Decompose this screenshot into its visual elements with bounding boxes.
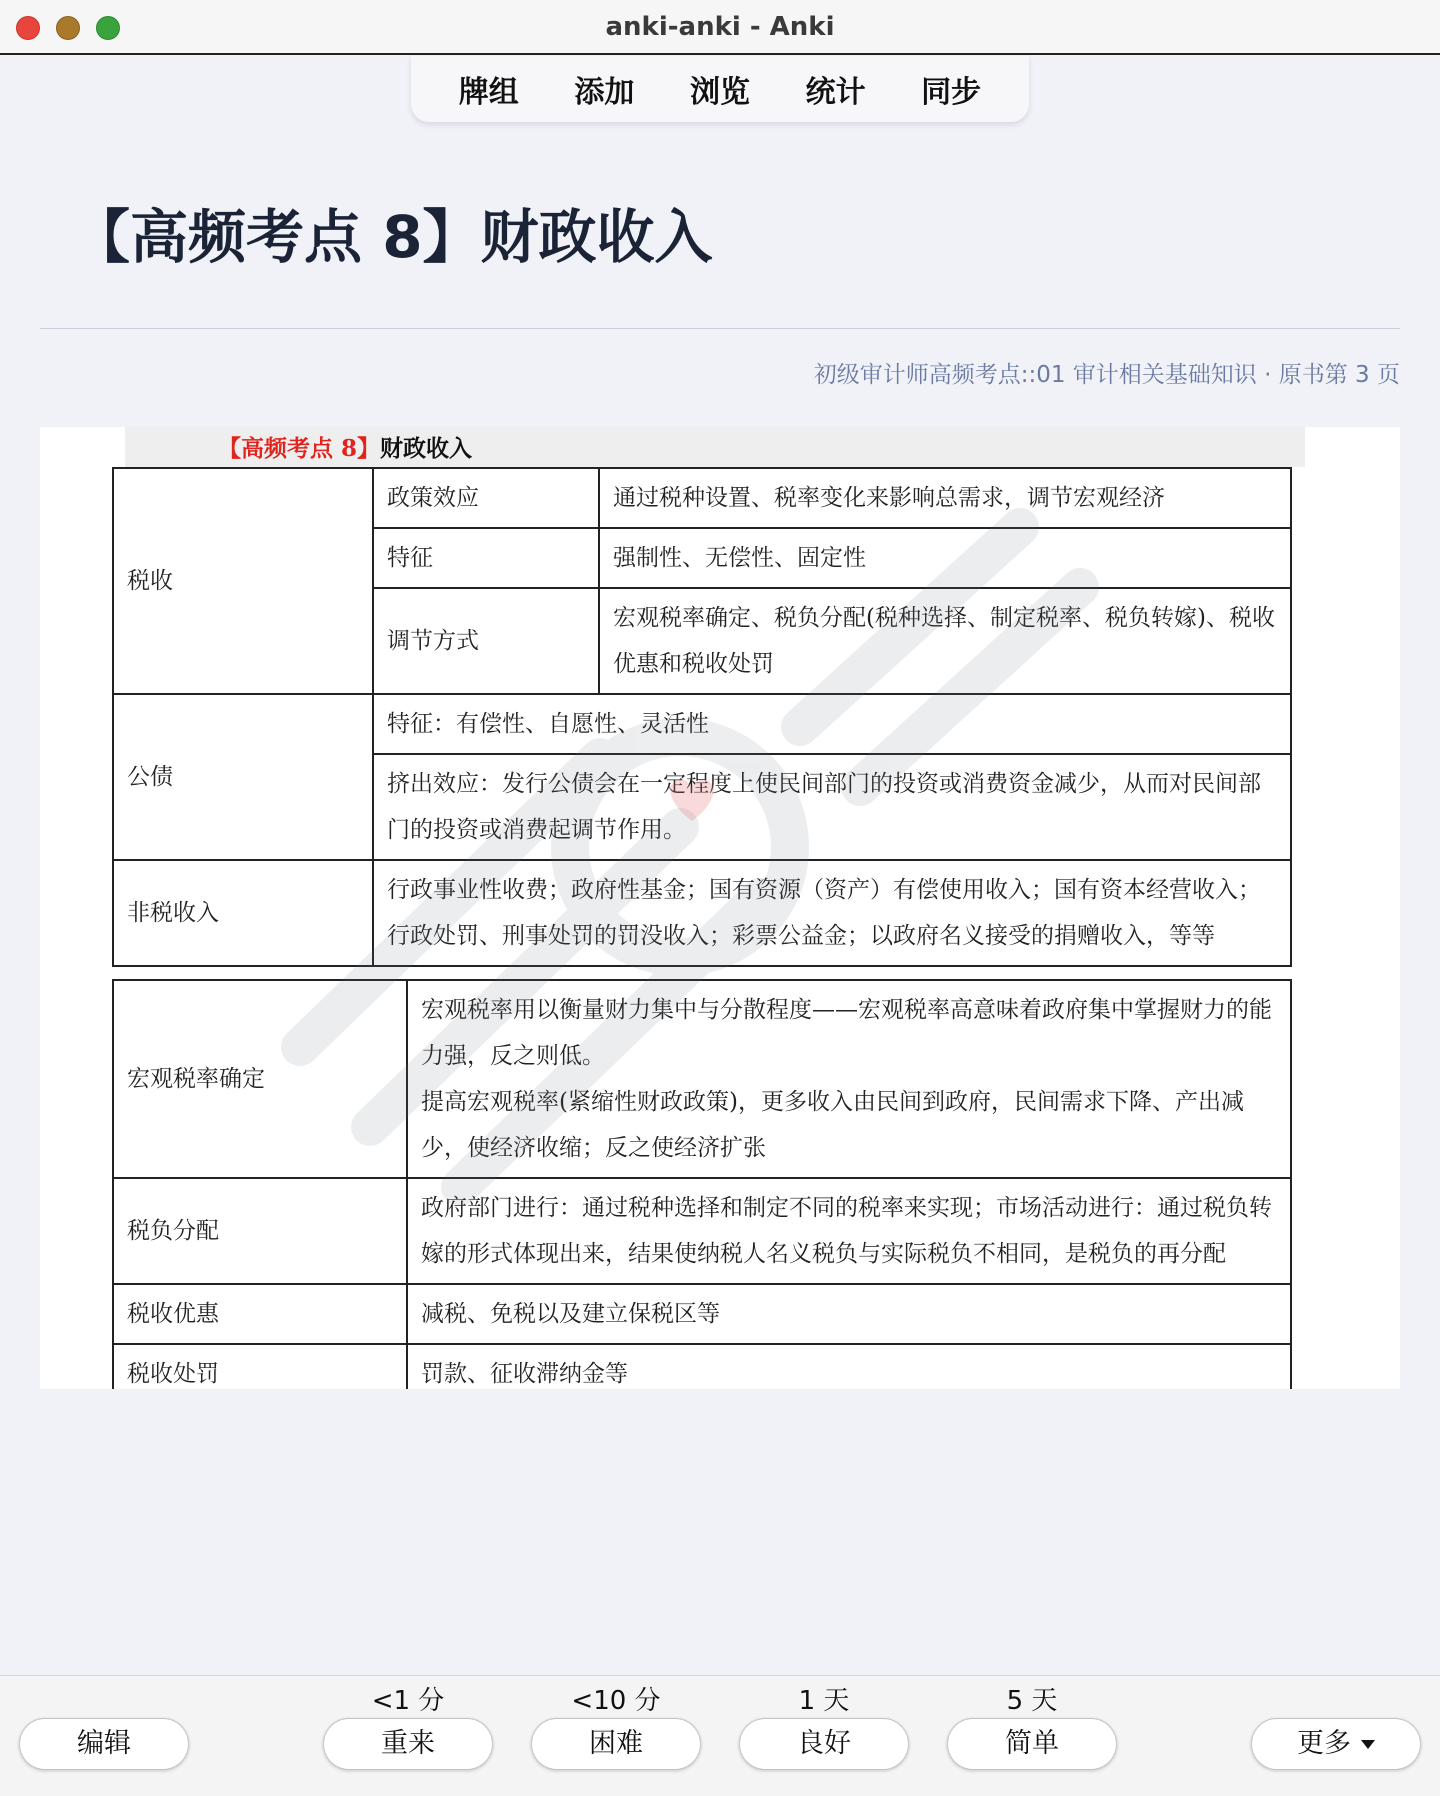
table-cell: 强制性、无偿性、固定性 xyxy=(599,528,1291,588)
window-title: anki-anki - Anki xyxy=(605,12,835,42)
good-interval: 1 天 xyxy=(798,1686,850,1716)
table-cell: 特征：有偿性、自愿性、灵活性 xyxy=(373,694,1291,754)
table-cell: 行政事业性收费；政府性基金；国有资源（资产）有偿使用收入；国有资本经营收入；行政处罚、刑事处罚的罚没收入；彩票公益金；以政府名义接受的捐赠收入，等等 xyxy=(373,860,1291,966)
table-cell: 通过税种设置、税率变化来影响总需求，调节宏观经济 xyxy=(599,468,1291,528)
table-cell: 减税、免税以及建立保税区等 xyxy=(407,1284,1291,1344)
card-divider xyxy=(40,328,1400,329)
chevron-down-icon xyxy=(1361,1740,1375,1749)
hard-interval: <10 分 xyxy=(571,1686,661,1716)
table-row xyxy=(113,468,1291,528)
table-cell: 宏观税率确定 xyxy=(113,980,407,1178)
table-cell-debt: 公债 xyxy=(113,694,373,860)
table-cell: 罚款、征收滞纳金等 xyxy=(407,1344,1291,1389)
table-row xyxy=(113,694,1291,754)
table-cell-tax: 税收 xyxy=(113,468,373,694)
easy-interval: 5 天 xyxy=(1006,1686,1058,1716)
note-image-header xyxy=(125,427,1305,467)
answer-bar xyxy=(0,1675,1440,1796)
table-cell: 宏观税率确定、税负分配(税种选择、制定税率、税负转嫁)、税收优惠和税收处罚 xyxy=(599,588,1291,694)
deck-path: 初级审计师高频考点::01 审计相关基础知识 · 原书第 3 页 xyxy=(813,362,1400,388)
tax-regulation-table xyxy=(112,979,1292,1389)
revenue-table xyxy=(112,467,1292,967)
note-image-header-tag: 【高频考点 8】 xyxy=(218,435,381,462)
nav-stats[interactable]: 统计 xyxy=(805,75,866,110)
table-row xyxy=(113,1178,1291,1284)
nav-browse[interactable]: 浏览 xyxy=(689,75,750,110)
table-cell: 特征 xyxy=(373,528,599,588)
table-cell: 挤出效应：发行公债会在一定程度上使民间部门的投资或消费资金减少，从而对民间部门的投资或消费起调节作用。 xyxy=(373,754,1291,860)
table-row xyxy=(113,1284,1291,1344)
table-cell-line: 提高宏观税率(紧缩性财政政策)，更多收入由民间到政府，民间需求下降、产出减少，使经济收缩；反之使经济扩张 xyxy=(421,1089,1244,1161)
table-cell xyxy=(407,980,1291,1178)
window-titlebar xyxy=(0,0,1440,55)
good-button[interactable]: 良好 xyxy=(739,1718,909,1770)
table-cell-line: 宏观税率用以衡量财力集中与分散程度——宏观税率高意味着政府集中掌握财力的能力强，反之则低。 xyxy=(421,997,1272,1069)
table-cell: 税收优惠 xyxy=(113,1284,407,1344)
nav-add[interactable]: 添加 xyxy=(574,75,635,110)
table-row xyxy=(113,860,1291,966)
table-row xyxy=(113,1344,1291,1389)
more-button[interactable] xyxy=(1251,1718,1421,1770)
more-button-label: 更多 xyxy=(1297,1728,1351,1759)
easy-button[interactable]: 简单 xyxy=(947,1718,1117,1770)
table-cell-nontax: 非税收入 xyxy=(113,860,373,966)
note-image-header-text: 财政收入 xyxy=(380,435,473,462)
nav-sync[interactable]: 同步 xyxy=(921,75,982,110)
table-cell: 税负分配 xyxy=(113,1178,407,1284)
table-cell: 调节方式 xyxy=(373,588,599,694)
table-cell: 税收处罚 xyxy=(113,1344,407,1389)
again-button[interactable]: 重来 xyxy=(323,1718,493,1770)
card-title: 【高频考点 8】财政收入 xyxy=(72,203,713,271)
table-cell: 政府部门进行：通过税种选择和制定不同的税率来实现；市场活动进行：通过税负转嫁的形式体现出来，结果使纳税人名义税负与实际税负不相同，是税负的再分配 xyxy=(407,1178,1291,1284)
table-row xyxy=(113,980,1291,1178)
hard-button[interactable]: 困难 xyxy=(531,1718,701,1770)
nav-decks[interactable]: 牌组 xyxy=(458,75,519,110)
note-image xyxy=(40,427,1400,1389)
again-interval: <1 分 xyxy=(371,1686,445,1716)
table-cell: 政策效应 xyxy=(373,468,599,528)
edit-button[interactable]: 编辑 xyxy=(19,1718,189,1770)
top-navigation xyxy=(411,56,1029,122)
